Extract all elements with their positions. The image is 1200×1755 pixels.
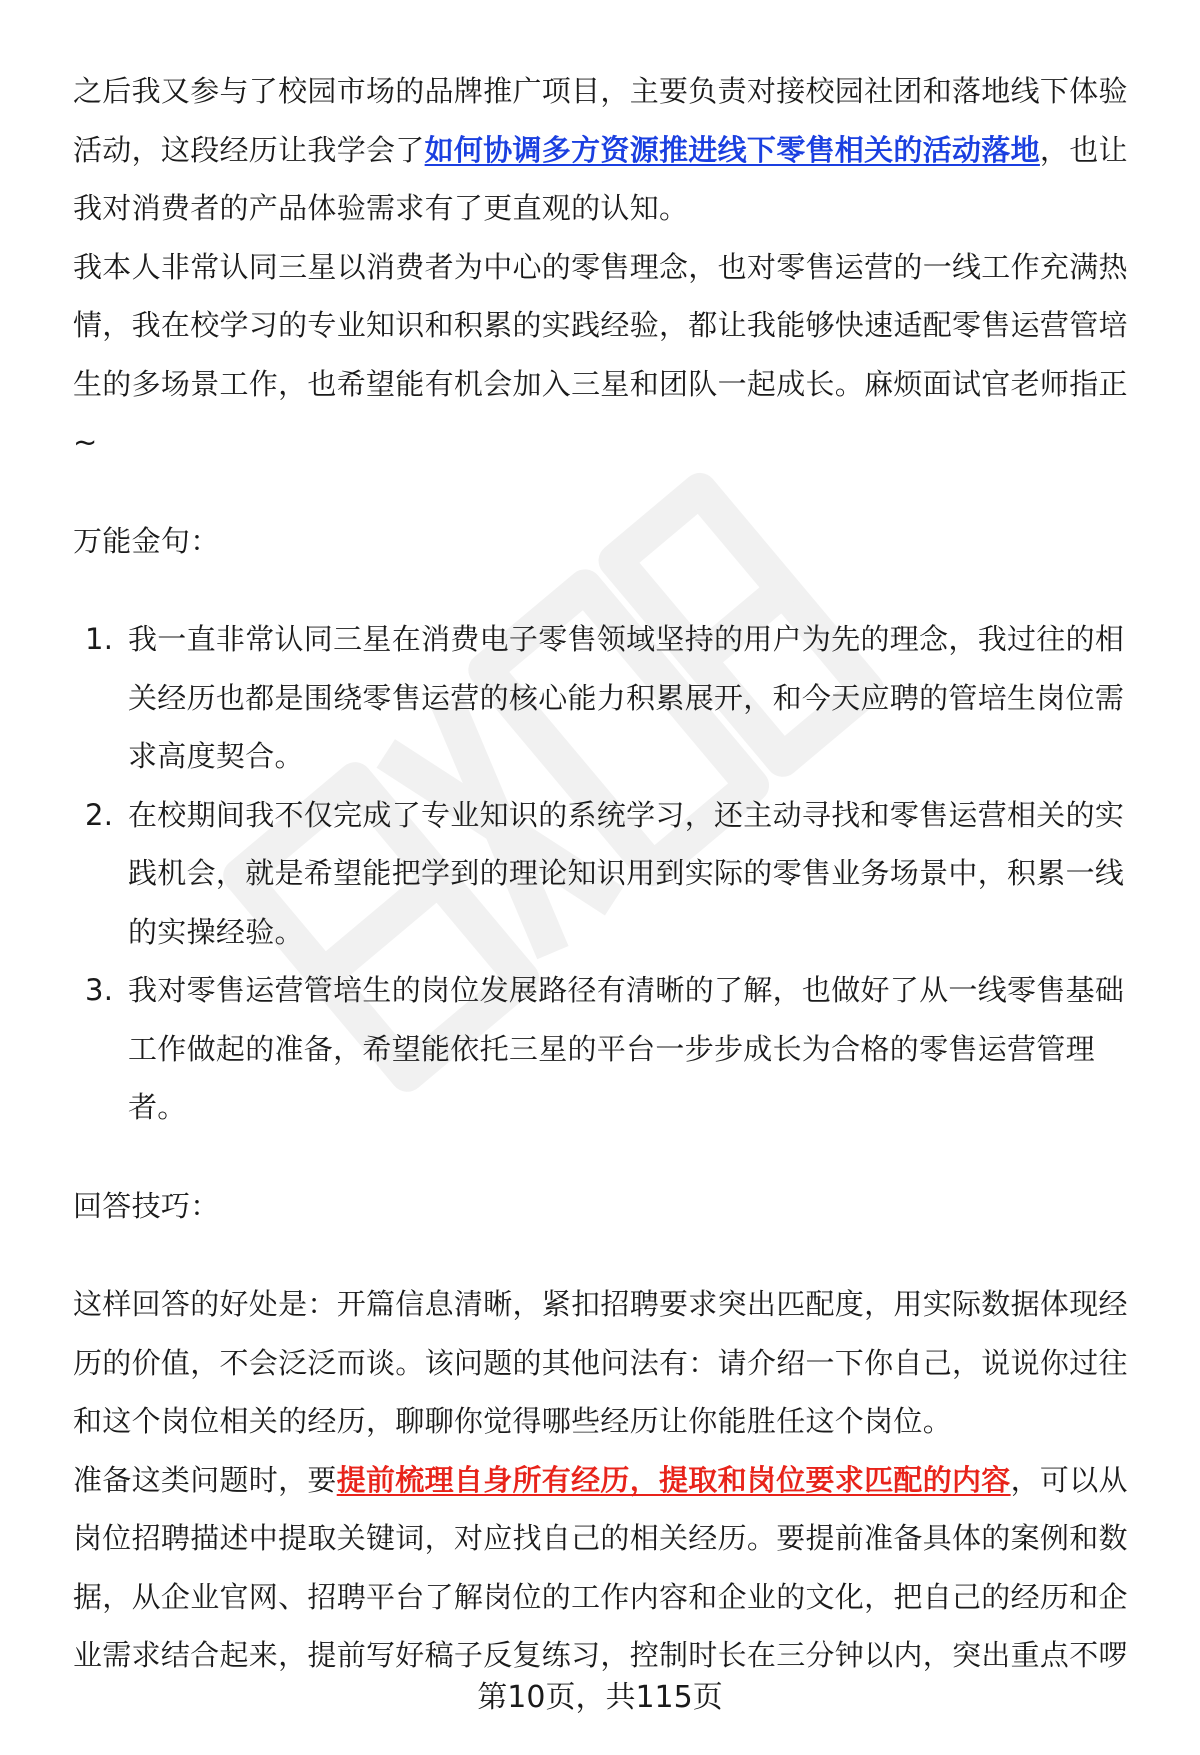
paragraph-text: ，也让我对消费者的产品体验需求有了更直观的认知。 [73,132,1128,225]
golden-sentences-heading: 万能金句： [73,523,220,558]
tips-paragraph-preparation [73,1451,1145,1685]
page-number-footer: 第10页，共115页 [477,1680,723,1715]
list-number: 2. [85,797,114,832]
paragraph-text: 之后我又参与了校园市场的品牌推广项目，主要负责对接校园社团和落地线下体验活动，这段经历让我学会了 [73,74,1128,167]
paragraph-closing-statement: 我本人非常认同三星以消费者为中心的零售理念，也对零售运营的一线工作充满热情，我在校学习的专业知识和积累的实践经验，都让我能够快速适配零售运营管培生的多场景工作，也希望能有机会加入三星和团队一起成长。麻烦面试官老师指正~ [73,249,1128,459]
list-number: 1. [85,622,114,656]
list-item-text: 我对零售运营管培生的岗位发展路径有清晰的了解，也做好了从一线零售基础工作做起的准备，希望能依托三星的平台一步步成长为合格的零售运营管理者。 [128,973,1125,1124]
highlight-blue-text: 如何协调多方资源推进线下零售相关的活动落地 [424,132,1040,167]
list-item [73,610,1145,786]
paragraph-text: 准备这类问题时，要 [73,1462,337,1497]
list-number: 3. [85,973,114,1007]
golden-sentences-list [73,610,1145,1137]
list-item [73,786,1145,962]
list-item-text: 在校期间我不仅完成了专业知识的系统学习，还主动寻找和零售运营相关的实践机会，就是希望能把学到的理论知识用到实际的零售业务场景中，积累一线的实操经验。 [128,797,1125,949]
tips-heading: 回答技巧： [73,1188,220,1223]
tips-paragraph-benefits: 这样回答的好处是：开篇信息清晰，紧扣招聘要求突出匹配度，用实际数据体现经历的价值，不会泛泛而谈。该问题的其他问法有：请介绍一下你自己，说说你过往和这个岗位相关的经历，聊聊你觉得哪些经历让你能胜任这个岗位。 [73,1287,1128,1438]
document-body [73,62,1145,1685]
highlight-red-text: 提前梳理自身所有经历，提取和岗位要求匹配的内容 [336,1462,1011,1497]
list-item [73,961,1145,1137]
paragraph-campus-marketing [73,62,1145,238]
paragraph-text: ，可以从岗位招聘描述中提取关键词，对应找自己的相关经历。要提前准备具体的案例和数据，从企业官网、招聘平台了解岗位的工作内容和企业的文化，把自己的经历和企业需求结合起来，提前写好稿子反复练习，控制时长在三分钟以内，突出重点不啰 [73,1462,1128,1672]
list-item-text: 我一直非常认同三星在消费电子零售领域坚持的用户为先的理念，我过往的相关经历也都是围绕零售运营的核心能力积累展开，和今天应聘的管培生岗位需求高度契合。 [128,622,1125,773]
